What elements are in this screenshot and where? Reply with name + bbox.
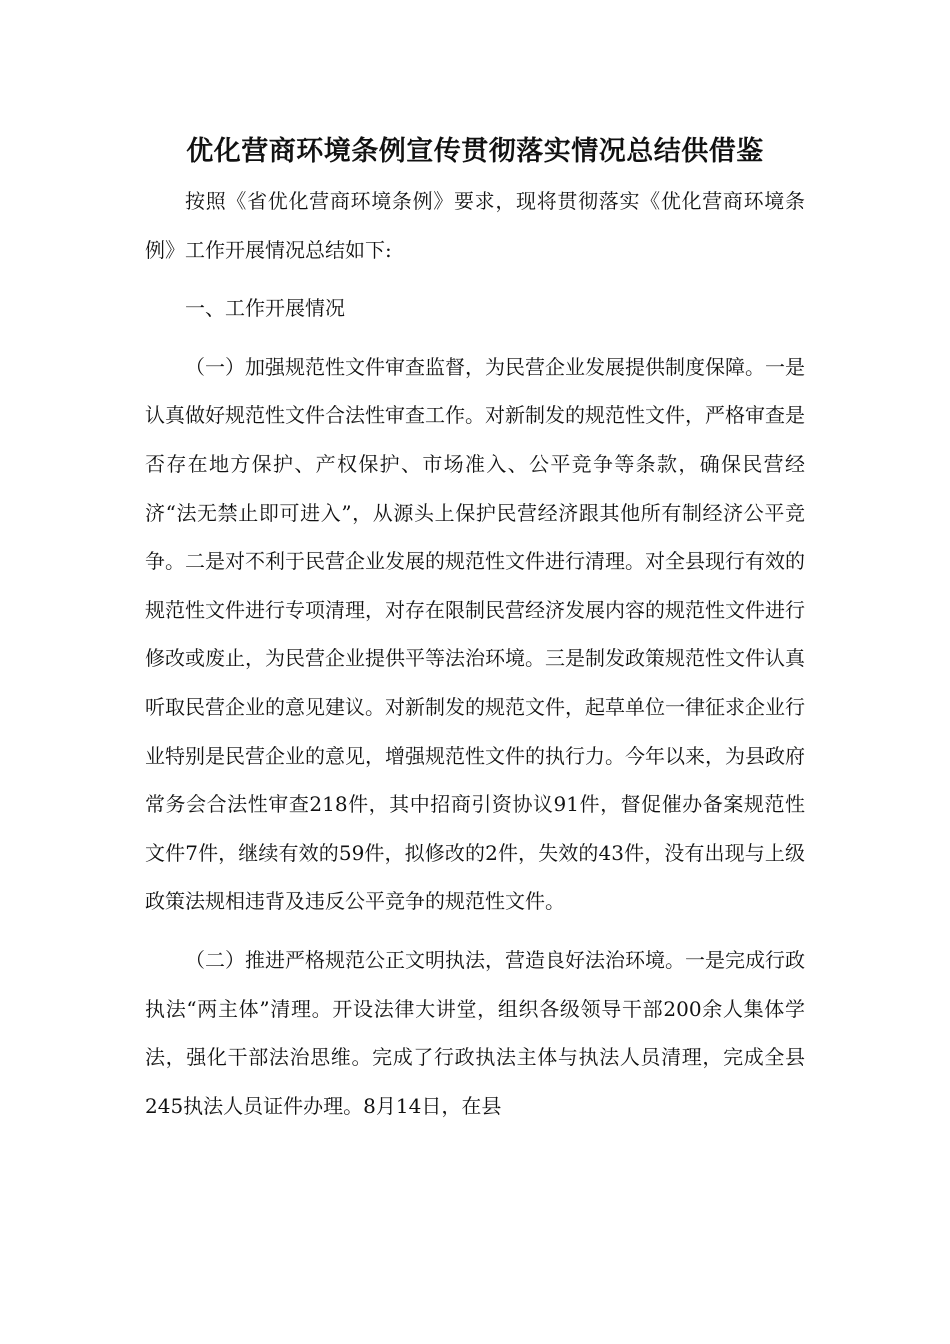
- document-title: 优化营商环境条例宣传贯彻落实情况总结供借鉴: [186, 136, 764, 167]
- intro-paragraph: 按照《省优化营商环境条例》要求，现将贯彻落实《优化营商环境条例》工作开展情况总结如下:: [145, 189, 805, 262]
- paragraph-section-1-1: （一）加强规范性文件审查监督，为民营企业发展提供制度保障。一是认真做好规范性文件合法性审查工作。对新制发的规范性文件，严格审查是否存在地方保护、产权保护、市场准入、公平竞争等条款，确保民营经济“法无禁止即可进入”，从源头上保护民营经济跟其他所有制经济公平竞争。二是对不利于民营企业发展的规范性文件进行清理。对全县现行有效的规范性文件进行专项清理，对存在限制民营经济发展内容的规范性文件进行修改或废止，为民营企业提供平等法治环境。三是制发政策规范性文件认真听取民营企业的意见建议。对新制发的规范文件，起草单位一律征求企业行业特别是民营企业的意见，增强规范性文件的执行力。今年以来，为县政府常务会合法性审查218件，其中招商引资协议91件，督促催办备案规范性文件7件，继续有效的59件，拟修改的2件，失效的43件，没有出现与上级政策法规相违背及违反公平竞争的规范性文件。: [145, 354, 805, 914]
- paragraph-section-1-2: （二）推进严格规范公正文明执法，营造良好法治环境。一是完成行政执法“两主体”清理。开设法律大讲堂，组织各级领导干部200余人集体学法，强化干部法治思维。完成了行政执法主体与执法人员清理，完成全县245执法人员证件办理。8月14日，在县: [145, 947, 805, 1118]
- document-body: [145, 177, 805, 1140]
- section-heading-1: 一、工作开展情况: [185, 296, 345, 321]
